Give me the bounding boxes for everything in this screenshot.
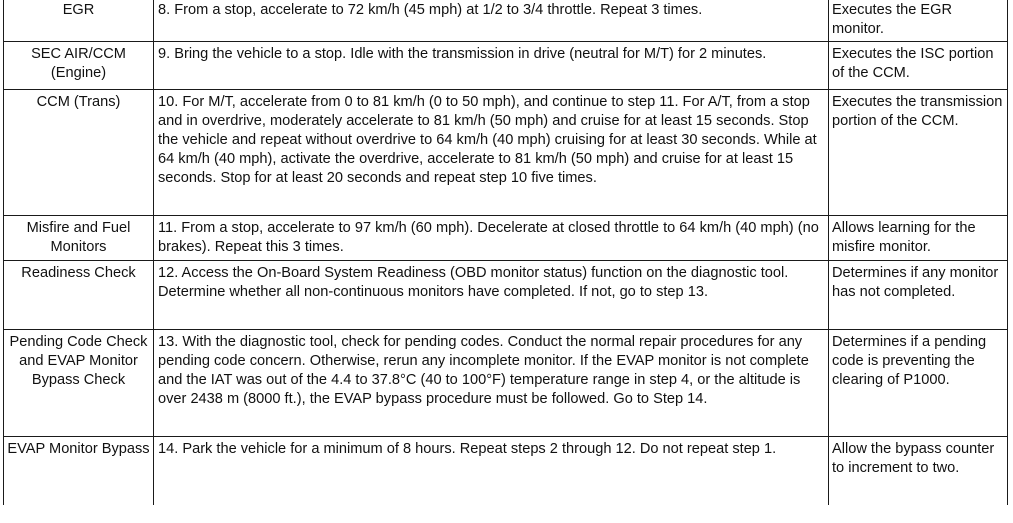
purpose-cell: Executes the ISC portion of the CCM. bbox=[829, 42, 1008, 90]
step-name-cell: Pending Code Check and EVAP Monitor Bypass Check bbox=[4, 330, 154, 437]
procedure-cell: 9. Bring the vehicle to a stop. Idle with the transmission in drive (neutral for M/T) for 2 minutes. bbox=[154, 42, 829, 90]
table-row bbox=[4, 90, 1008, 216]
table-row bbox=[4, 437, 1008, 505]
procedure-cell: 11. From a stop, accelerate to 97 km/h (60 mph). Decelerate at closed throttle to 64 km/h (40 mph) (no brakes). Repeat this 3 times. bbox=[154, 216, 829, 261]
step-name-cell: Misfire and Fuel Monitors bbox=[4, 216, 154, 261]
table-row bbox=[4, 42, 1008, 90]
step-name-cell: CCM (Trans) bbox=[4, 90, 154, 216]
purpose-cell: Determines if any monitor has not completed. bbox=[829, 261, 1008, 330]
step-name-cell: SEC AIR/CCM (Engine) bbox=[4, 42, 154, 90]
drive-cycle-table bbox=[3, 0, 1008, 505]
purpose-cell: Executes the EGR monitor. bbox=[829, 0, 1008, 42]
procedure-cell: 10. For M/T, accelerate from 0 to 81 km/h (0 to 50 mph), and continue to step 11. For A/T, from a stop and in overdrive, moderately accelerate to 81 km/h (50 mph) and cruise for at least 15 seconds. Stop the vehicle and repeat without overdrive to 64 km/h (40 mph) cruising for at least 30 seconds. While at 64 km/h (40 mph), activate the overdrive, accelerate to 81 km/h (50 mph) and cruise for at least 15 seconds. Stop for at least 20 seconds and repeat step 10 five times. bbox=[154, 90, 829, 216]
procedure-cell: 8. From a stop, accelerate to 72 km/h (45 mph) at 1/2 to 3/4 throttle. Repeat 3 times. bbox=[154, 0, 829, 42]
procedure-cell: 12. Access the On-Board System Readiness (OBD monitor status) function on the diagnostic tool. Determine whether all non-continuous monitors have completed. If not, go to step 13. bbox=[154, 261, 829, 330]
purpose-cell: Executes the transmission portion of the CCM. bbox=[829, 90, 1008, 216]
purpose-cell: Allows learning for the misfire monitor. bbox=[829, 216, 1008, 261]
procedure-cell: 13. With the diagnostic tool, check for pending codes. Conduct the normal repair procedures for any pending code concern. Otherwise, rerun any incomplete monitor. If the EVAP monitor is not complete and the IAT was out of the 4.4 to 37.8°C (40 to 100°F) temperature range in step 4, or the altitude is over 2438 m (8000 ft.), the EVAP bypass procedure must be followed. Go to Step 14. bbox=[154, 330, 829, 437]
table-row bbox=[4, 216, 1008, 261]
table-row bbox=[4, 330, 1008, 437]
step-name-cell: EVAP Monitor Bypass bbox=[4, 437, 154, 505]
purpose-cell: Determines if a pending code is preventing the clearing of P1000. bbox=[829, 330, 1008, 437]
purpose-cell: Allow the bypass counter to increment to two. bbox=[829, 437, 1008, 505]
table-row bbox=[4, 261, 1008, 330]
procedure-cell: 14. Park the vehicle for a minimum of 8 hours. Repeat steps 2 through 12. Do not repeat step 1. bbox=[154, 437, 829, 505]
step-name-cell: EGR bbox=[4, 0, 154, 42]
table-row bbox=[4, 0, 1008, 42]
step-name-cell: Readiness Check bbox=[4, 261, 154, 330]
